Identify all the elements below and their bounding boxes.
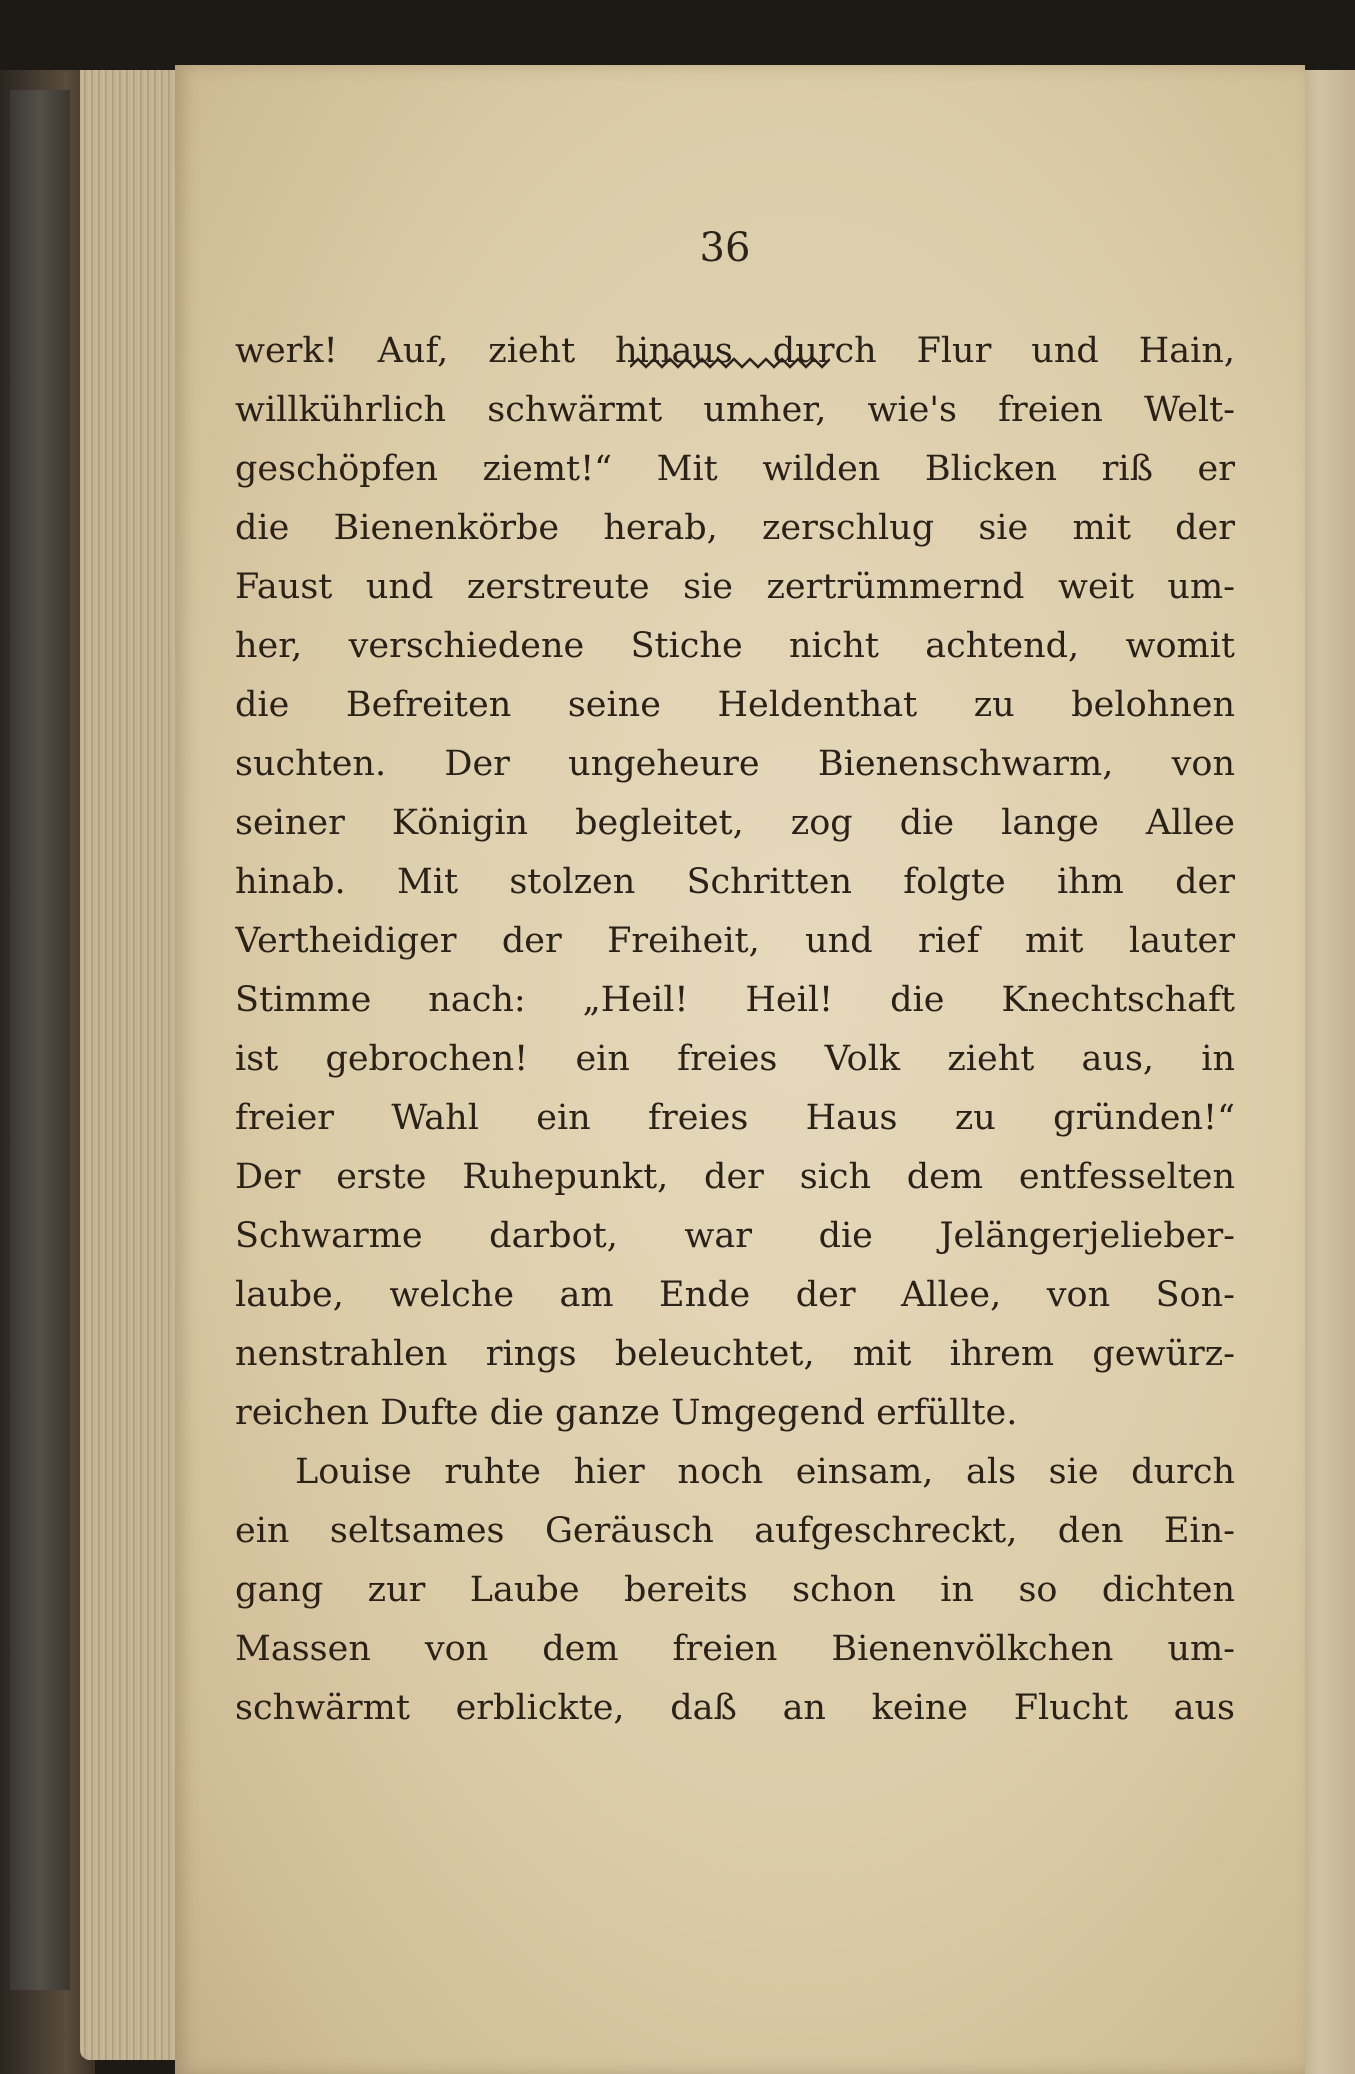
text-line: suchten. Der ungeheure Bienenschwarm, von <box>235 744 1235 784</box>
text-line: Der erste Ruhepunkt, der sich dem entfesselten <box>235 1157 1235 1197</box>
text-line: gang zur Laube bereits schon in so dichten <box>235 1570 1235 1610</box>
text-line: Vertheidiger der Freiheit, und rief mit lauter <box>235 921 1235 961</box>
text-line: ein seltsames Geräusch aufgeschreckt, den Ein- <box>235 1511 1235 1551</box>
text-line: nenstrahlen rings beleuchtet, mit ihrem gewürz- <box>235 1334 1235 1374</box>
text-line: ist gebrochen! ein freies Volk zieht aus, in <box>235 1039 1235 1079</box>
top-dark-background <box>0 0 1355 70</box>
text-line: willkührlich schwärmt umher, wie's freien Welt- <box>235 390 1235 430</box>
text-line: die Befreiten seine Heldenthat zu belohnen <box>235 685 1235 725</box>
text-line: Massen von dem freien Bienenvölkchen um- <box>235 1629 1235 1669</box>
text-line: Faust und zerstreute sie zertrümmernd weit um- <box>235 567 1235 607</box>
text-line: seiner Königin begleitet, zog die lange Allee <box>235 803 1235 843</box>
text-line: freier Wahl ein freies Haus zu gründen!“ <box>235 1098 1235 1138</box>
text-line: hinab. Mit stolzen Schritten folgte ihm der <box>235 862 1235 902</box>
text-line: laube, welche am Ende der Allee, von Son- <box>235 1275 1235 1315</box>
text-line: werk! Auf, zieht hinaus durch Flur und Hain, <box>235 331 1235 371</box>
body-text <box>235 322 1235 1738</box>
cover-leather-strip <box>10 90 70 1990</box>
text-line: Schwarme darbot, war die Jelängerjelieber- <box>235 1216 1235 1256</box>
page-number: 36 <box>699 225 751 271</box>
text-line: Louise ruhte hier noch einsam, als sie durch <box>295 1452 1235 1492</box>
text-line: die Bienenkörbe herab, zerschlug sie mit der <box>235 508 1235 548</box>
page-edges-stack <box>80 60 190 2060</box>
text-line: schwärmt erblickte, daß an keine Flucht aus <box>235 1688 1235 1728</box>
text-line: reichen Dufte die ganze Umgegend erfüllte. <box>235 1393 1018 1433</box>
text-line: her, verschiedene Stiche nicht achtend, womit <box>235 626 1235 666</box>
text-line: Stimme nach: „Heil! Heil! die Knechtschaft <box>235 980 1235 1020</box>
text-line: geschöpfen ziemt!“ Mit wilden Blicken riß er <box>235 449 1235 489</box>
